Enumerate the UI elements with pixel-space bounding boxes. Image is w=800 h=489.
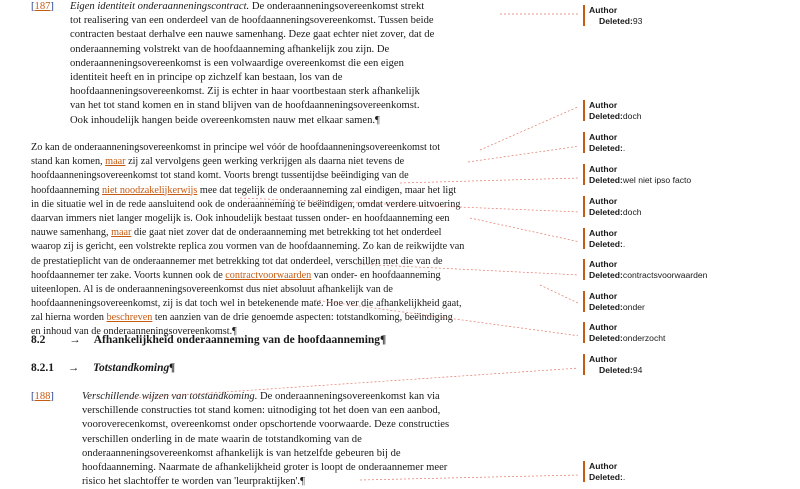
comment-author: Author [589, 132, 618, 142]
comment-balloon[interactable] [583, 132, 799, 153]
paragraph-line: Verschillende wijzen van totstandkoming. De onderaanneningsovereenkomst kan via [82, 391, 440, 402]
comment-balloon[interactable] [583, 259, 799, 280]
paragraph-line: en inhoud van de onderaanneningsovereenkomst.¶ [31, 326, 237, 338]
heading-8-2: 8.2 → Afhankelijkheid onderaanneming van de hoofdaanneming¶ [31, 334, 387, 346]
paragraph-line: Zo kan de onderaanneningsovereenkomst in principe wel vóór de hoofdaanneningsovereenkomst tot [31, 142, 441, 153]
comment-text: onder [622, 301, 645, 312]
comment-author: Author [589, 461, 618, 471]
paragraph-line: hoofdaanneming niet noodzakelijkerwijs mee dat tegelijk de onderaanneming zal eindigen, maar het ligt [31, 184, 457, 196]
comment-label: Deleted: [589, 332, 623, 343]
comment-balloon[interactable] [583, 5, 799, 26]
comment-text: onderzocht [622, 332, 666, 343]
paragraph-line: identiteit heeft en in principe op zichzelf kan bestaan, los van de [70, 71, 343, 83]
paragraph-line: Ook inhoudelijk hangen beide overeenkomsten nauw met elkaar samen.¶ [70, 114, 380, 126]
comment-label: Deleted: [589, 174, 623, 185]
comment-text: . [622, 238, 626, 249]
heading-8-2-1: 8.2.1 → Totstandkoming¶ [31, 362, 176, 374]
comment-balloon[interactable] [583, 100, 799, 121]
comment-balloon[interactable] [583, 291, 799, 312]
paragraph-188[interactable] [82, 390, 449, 489]
paragraph-line: verschillen onderling in de mate waarin de totstandkoming van de [82, 433, 362, 445]
comment-balloon[interactable] [583, 196, 799, 217]
paragraph-188-number: [188] [31, 391, 54, 402]
paragraph-line: hoofdaanneningsovereenkomst. Zij is echter in haar voortbestaan sterk afhankelijk [70, 86, 420, 98]
tracked-insertion[interactable]: niet noodzakelijkerwijs [102, 184, 198, 196]
paragraph-line: Eigen identiteit onderaanneningscontract. De onderaanneningsovereenkomst strekt [70, 1, 425, 12]
run-in-heading: Verschillende wijzen van totstandkoming. [82, 391, 258, 402]
comment-author: Author [589, 100, 618, 110]
paragraph-line: risico het slachtoffer te worden van 'leurpraktijken'.¶ [82, 476, 305, 488]
comment-text: contractsvoorwaarden [622, 269, 708, 280]
run-in-heading: Eigen identiteit onderaanneningscontract. [70, 1, 250, 12]
paragraph-line: hoofdaanneningsovereenkomst, zij is dat toch wel in betekenende mate. Hoe ver die afhankelijkheid gaat, [31, 298, 462, 310]
comment-balloon[interactable] [583, 228, 799, 249]
comment-text: . [622, 142, 626, 153]
comment-label: Deleted: [589, 269, 623, 280]
comment-author: Author [589, 291, 618, 301]
paragraph-187[interactable] [70, 0, 434, 128]
paragraph-line: in die situatie wel in de rede aansluitend ook de onderaanneming te beëindigen, omdat verdere uitvoering [31, 198, 461, 210]
comment-label: Deleted: [589, 142, 623, 153]
tracked-insertion[interactable]: beschreven [106, 312, 153, 324]
comment-author: Author [589, 164, 618, 174]
paragraph-line: vooroverecenkomst, overeenkomst onder opschortende voorwaarde. Deze constructies [82, 419, 450, 431]
tracked-insertion[interactable]: maar [105, 156, 126, 168]
comment-author: Author [589, 5, 618, 15]
paragraph-line: hoofdaanneningsovereenkomst tot stand komt. Voorts brengt tussentijdse beëindiging van de [31, 170, 409, 182]
paragraph-line: waarop zij is gericht, een volstrekte replica zou vormen van de hoofdaanneming. Zo kan de reikwijdte van [31, 241, 465, 253]
comment-label: Deleted: [589, 206, 623, 217]
paragraph-line: contracten bestaat derhalve een nauwe samenhang. Deze gaat echter niet zover, dat de [70, 29, 435, 41]
comment-label: Deleted: [599, 15, 633, 26]
paragraph-line: uiteenlopen. Al is de onderaanneningsovereenkomst dus niet absoluut afhankelijk van de [31, 283, 393, 295]
paragraph-line: stand kan komen, maar zij zal vervolgens geen werking verkrijgen als daarna niet tevens de [31, 156, 405, 168]
paragraph-zo-kan[interactable] [31, 141, 464, 340]
comment-author: Author [589, 196, 618, 206]
comment-balloon[interactable] [583, 164, 799, 185]
comment-balloon[interactable] [583, 354, 799, 375]
paragraph-line: onderaanneming volstrekt van de hoofdaanneming afhankelijk zou zijn. De [70, 43, 390, 55]
paragraph-line: nauwe samenhang, maar die gaat niet zover dat de onderaanneming met betrekking tot het onderdeel [31, 227, 442, 239]
comment-text: wel niet ipso facto [622, 174, 692, 185]
comment-author: Author [589, 259, 618, 269]
paragraph-line: onderaanneningsovereenkomst afhankelijk is van hetzelfde gebeuren bij de [82, 447, 401, 459]
comment-author: Author [589, 322, 618, 332]
comment-author: Author [589, 354, 618, 364]
comment-label: Deleted: [589, 301, 623, 312]
comment-label: Deleted: [589, 471, 623, 482]
paragraph-line: daarvan immers niet langer mogelijk is. Ook inhoudelijk bestaat tussen onder- en hoofdaanneming een [31, 212, 450, 224]
comment-balloon[interactable] [583, 461, 799, 482]
comment-label: Deleted: [599, 364, 633, 375]
paragraph-line: tot realisering van een onderdeel van de hoofdaanneningsovereenkomst. Tussen beide [70, 15, 434, 27]
paragraph-line: onderaanneningsovereenkomst is een volwaardige overeenkomst die een eigen [70, 57, 404, 69]
paragraph-line: van het tot stand komen en in stand blijven van de hoofdaanneningsovereenkomst. [70, 100, 420, 112]
comment-text: 94 [632, 364, 643, 375]
paragraph-line: hoofdaannemer ter zake. Voorts kunnen ook de contractvoorwaarden van onder- en hoofdaanneming [31, 269, 441, 281]
comment-text: . [622, 471, 626, 482]
comment-author: Author [589, 228, 618, 238]
paragraph-line: zal hierna worden beschreven ten aanzien van de drie genoemde aspecten: totstandkoming, beëindiging [31, 312, 453, 324]
comment-text: doch [622, 206, 642, 217]
paragraph-line: de prestatieplicht van de onderaannemer met betrekking tot dat onderdeel, verschillen met die van de [31, 255, 443, 267]
paragraph-187-number: [187] [31, 1, 54, 12]
comment-text: doch [622, 110, 642, 121]
paragraph-line: hoofdaanneming. Naarmate de afhankelijkheid groter is loopt de onderaannemer meer [82, 461, 448, 473]
tracked-insertion[interactable]: maar [111, 227, 132, 239]
comment-label: Deleted: [589, 110, 623, 121]
comment-balloon[interactable] [583, 322, 799, 343]
comment-label: Deleted: [589, 238, 623, 249]
comment-text: 93 [632, 15, 643, 26]
tracked-insertion[interactable]: contractvoorwaarden [225, 269, 312, 281]
paragraph-line: verschillende constructies tot stand komen: uitnodiging tot het doen van een aanbod, [82, 405, 441, 417]
